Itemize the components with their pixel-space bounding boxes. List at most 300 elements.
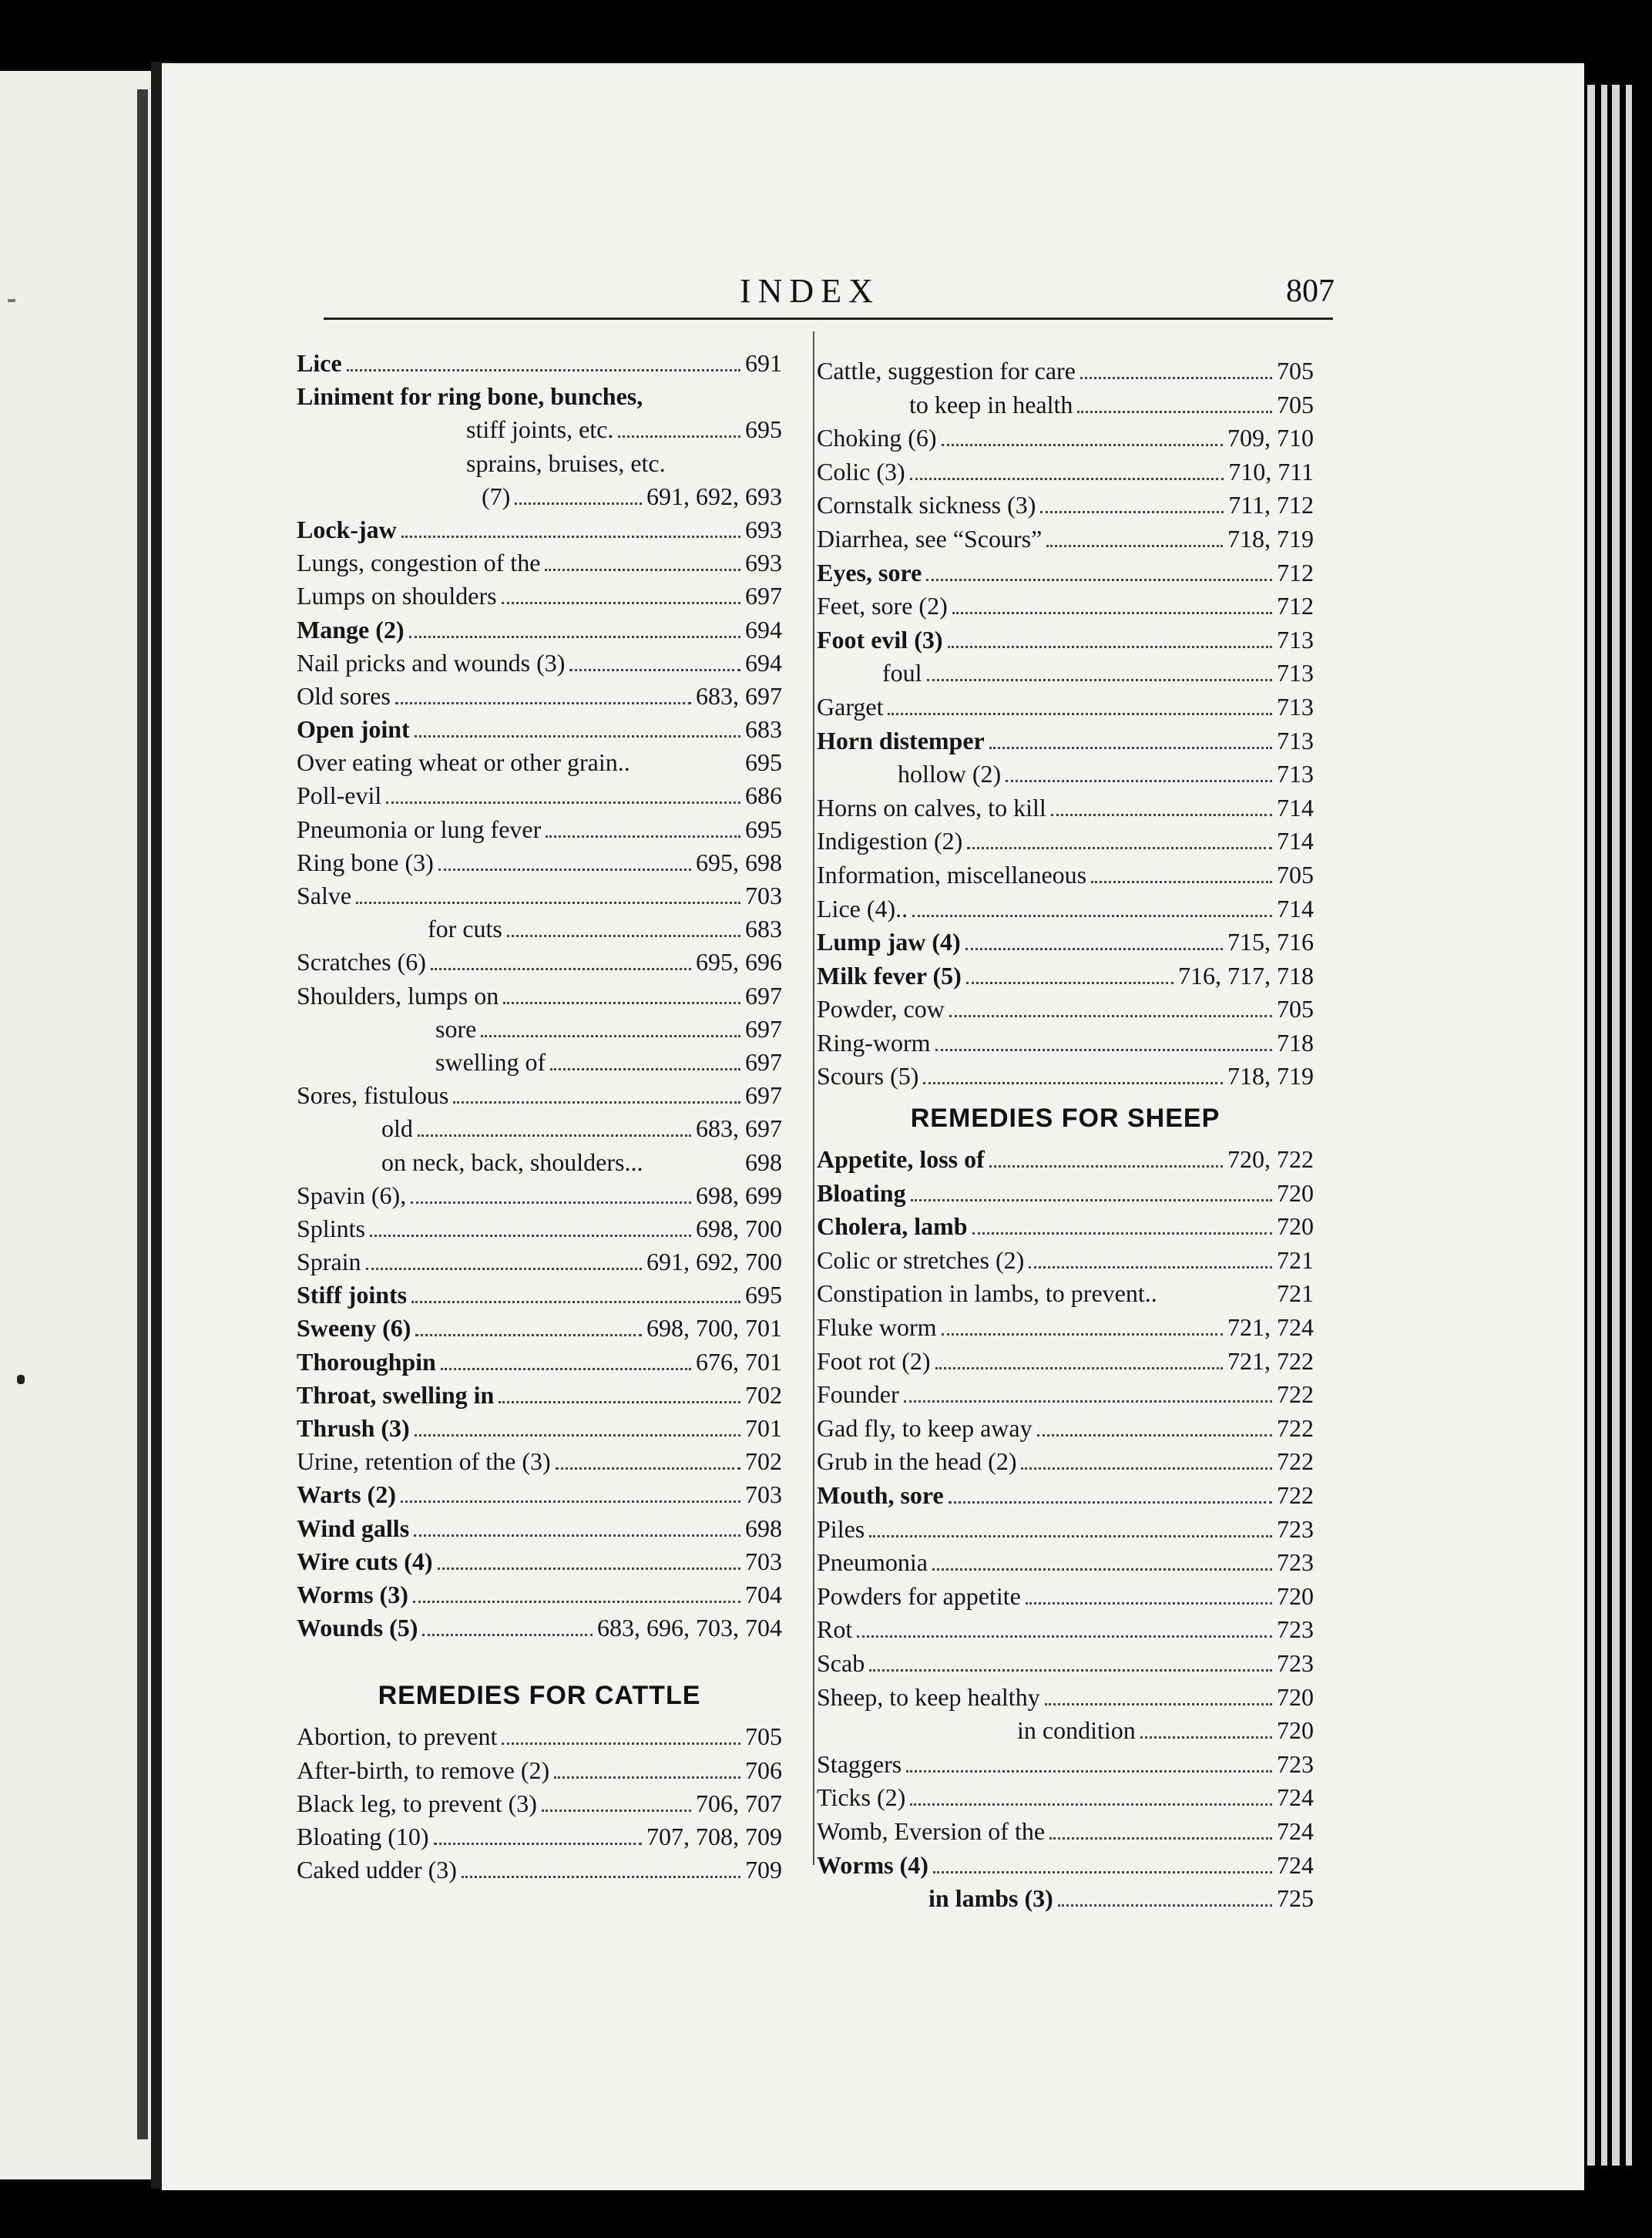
- index-entry: [817, 993, 1314, 1027]
- entry-pages: 712: [1277, 592, 1314, 620]
- dot-leader: [1080, 377, 1272, 379]
- entry-term: Nail pricks and wounds (3): [297, 648, 566, 677]
- index-entry: [297, 813, 782, 846]
- entry-term: Sweeny (6): [297, 1314, 411, 1342]
- page-edge: [1612, 85, 1620, 2166]
- page-number: 807: [1286, 274, 1335, 309]
- index-entry: [817, 1681, 1314, 1715]
- entry-pages: 695: [745, 415, 782, 444]
- dot-leader: [869, 1535, 1272, 1537]
- entry-term: Worms (4): [817, 1850, 928, 1879]
- index-entry: [297, 746, 782, 779]
- entry-term: Sores, fistulous: [297, 1081, 449, 1110]
- index-entry: [817, 859, 1314, 892]
- entry-term: Powder, cow: [817, 995, 945, 1023]
- index-entry: [297, 580, 782, 613]
- index-entry: [297, 713, 782, 746]
- index-entry: [817, 657, 1314, 691]
- entry-pages: 695: [745, 815, 782, 843]
- index-entry: [817, 388, 1314, 422]
- entry-pages: 720: [1277, 1581, 1314, 1610]
- dot-leader: [949, 1501, 1272, 1504]
- dot-leader: [550, 1068, 740, 1070]
- index-entry: [297, 879, 782, 912]
- entry-pages: 721, 724: [1227, 1313, 1314, 1342]
- entry-term: Abortion, to prevent: [297, 1722, 498, 1751]
- dot-leader: [949, 1015, 1272, 1017]
- index-entry: [297, 1013, 782, 1046]
- index-entry: [817, 1882, 1314, 1916]
- entry-term: Fluke worm: [817, 1313, 937, 1342]
- facing-page-speck: [17, 1375, 25, 1384]
- index-entry: [817, 691, 1314, 724]
- index-entry: [817, 724, 1314, 758]
- entry-pages: 714: [1277, 894, 1314, 922]
- dot-leader: [935, 1049, 1272, 1051]
- entry-pages: 720: [1277, 1178, 1314, 1207]
- entry-term: in lambs (3): [928, 1884, 1053, 1913]
- entry-pages: 721, 722: [1227, 1346, 1314, 1375]
- entry-term: Powders for appetite: [817, 1581, 1021, 1610]
- index-entry: [297, 1478, 782, 1511]
- entry-pages: 702: [745, 1380, 782, 1409]
- dot-leader: [1051, 814, 1272, 816]
- entry-pages: 720: [1277, 1682, 1314, 1711]
- entry-pages: 722: [1277, 1380, 1314, 1409]
- index-entry: [297, 1445, 782, 1478]
- index-entry: [297, 779, 782, 812]
- entry-pages: 716, 717, 718: [1178, 961, 1314, 990]
- dot-leader: [401, 1500, 740, 1503]
- index-entry: [297, 1379, 782, 1412]
- entry-pages: 713: [1277, 625, 1314, 654]
- entry-pages: 698: [745, 1148, 782, 1176]
- entry-pages: 710, 711: [1228, 457, 1314, 486]
- dot-leader: [515, 502, 642, 505]
- index-entry: [297, 1787, 782, 1820]
- entry-term: Caked udder (3): [297, 1856, 457, 1884]
- index-entry: [817, 926, 1314, 959]
- dot-leader: [932, 1568, 1272, 1571]
- index-entry: [817, 1613, 1314, 1647]
- entry-term: Worms (3): [297, 1580, 408, 1608]
- dot-leader: [366, 1268, 642, 1270]
- dot-leader: [888, 713, 1272, 715]
- entry-pages: 713: [1277, 692, 1314, 721]
- dot-leader: [502, 1742, 740, 1745]
- dot-leader: [912, 915, 1272, 917]
- entry-pages: 694: [745, 615, 782, 644]
- index-column-right: [817, 355, 1314, 1916]
- index-entry: [817, 1060, 1314, 1094]
- entry-pages: 713: [1277, 659, 1314, 687]
- entry-term: for cuts: [428, 915, 502, 943]
- entry-pages: 720: [1277, 1716, 1314, 1745]
- dot-leader: [438, 869, 691, 871]
- column-divider: [813, 331, 814, 1865]
- entry-pages: 706, 707: [696, 1789, 782, 1817]
- index-entry: [817, 892, 1314, 926]
- entry-term: Stiff joints: [297, 1281, 408, 1309]
- entry-pages: 714: [1277, 827, 1314, 855]
- entry-pages: 721: [1277, 1245, 1314, 1274]
- index-entry: [297, 613, 782, 647]
- dot-leader: [935, 1367, 1223, 1369]
- entry-pages: 723: [1277, 1749, 1314, 1778]
- index-column-left: [297, 347, 782, 1887]
- entry-pages: 706: [745, 1756, 782, 1784]
- entry-pages: 703: [745, 882, 782, 909]
- index-entry: [297, 380, 782, 413]
- entry-term: old: [381, 1114, 413, 1143]
- entry-term: Old sores: [297, 681, 391, 710]
- entry-pages: 694: [745, 648, 782, 677]
- entry-term: Mange (2): [297, 615, 405, 644]
- entry-pages: 724: [1277, 1816, 1314, 1845]
- index-entry: [817, 590, 1314, 623]
- dot-leader: [952, 612, 1272, 614]
- entry-pages: 691, 692, 693: [646, 482, 782, 510]
- index-entry: [817, 1210, 1314, 1244]
- dot-leader: [967, 847, 1272, 849]
- entry-term: Staggers: [817, 1749, 902, 1778]
- index-entry: [297, 347, 782, 380]
- dot-leader: [401, 536, 740, 538]
- entry-term: to keep in health: [909, 390, 1073, 418]
- dot-leader: [431, 968, 691, 970]
- index-entry: [297, 1720, 782, 1753]
- index-entry: [297, 1279, 782, 1312]
- entry-pages: 723: [1277, 1615, 1314, 1644]
- entry-pages: 701: [745, 1414, 782, 1442]
- index-entry: [297, 1079, 782, 1112]
- entry-pages: 683, 697: [696, 681, 782, 710]
- entry-pages: 712: [1277, 558, 1314, 586]
- index-entry: [297, 1853, 782, 1887]
- entry-pages: 695: [745, 748, 782, 777]
- entry-pages: 697: [745, 1047, 782, 1076]
- entry-term: Feet, sore (2): [817, 592, 948, 620]
- entry-pages: 683, 696, 703, 704: [597, 1614, 782, 1642]
- entry-term: Garget: [817, 692, 884, 721]
- dot-leader: [545, 569, 740, 571]
- index-entry: [817, 556, 1314, 590]
- entry-pages: 697: [745, 981, 782, 1010]
- entry-pages: 704: [745, 1580, 782, 1608]
- entry-pages: 698, 700: [696, 1214, 782, 1242]
- dot-leader: [409, 636, 740, 638]
- index-entry: [297, 1212, 782, 1245]
- entry-term: Constipation in lambs, to prevent..: [817, 1279, 1157, 1308]
- index-entry: [297, 946, 782, 979]
- dot-leader: [415, 735, 740, 738]
- entry-term: Lump jaw (4): [817, 928, 961, 956]
- index-entry: [817, 1815, 1314, 1849]
- entry-pages: 722: [1277, 1447, 1314, 1476]
- dot-leader: [989, 747, 1272, 749]
- index-entry: [297, 1412, 782, 1445]
- entry-term: Choking (6): [817, 424, 937, 452]
- index-entry: [817, 623, 1314, 657]
- entry-term: in condition: [1017, 1716, 1136, 1745]
- dot-leader: [386, 801, 740, 804]
- entry-term: Salve: [297, 882, 352, 909]
- entry-term: Bloating: [817, 1178, 906, 1207]
- entry-term: Appetite, loss of: [817, 1145, 985, 1174]
- dot-leader: [542, 1810, 691, 1812]
- entry-pages: 695: [745, 1281, 782, 1309]
- index-entry: [817, 758, 1314, 791]
- entry-pages: 709, 710: [1227, 424, 1314, 452]
- entry-pages: 691, 692, 700: [646, 1248, 782, 1276]
- dot-leader: [347, 369, 740, 371]
- entry-term: Milk fever (5): [817, 961, 962, 990]
- dot-leader: [1046, 545, 1223, 547]
- entry-term: Cornstalk sickness (3): [817, 491, 1036, 519]
- dot-leader: [948, 646, 1273, 648]
- dot-leader: [569, 669, 740, 671]
- entry-term: Wire cuts (4): [297, 1547, 433, 1575]
- entry-term: Throat, swelling in: [297, 1380, 495, 1409]
- entry-pages: 714: [1277, 793, 1314, 822]
- index-entry: [817, 1277, 1314, 1311]
- entry-pages: 705: [1277, 390, 1314, 418]
- entry-pages: 723: [1277, 1648, 1314, 1677]
- entry-term: Liniment for ring bone, bunches,: [297, 382, 643, 411]
- entry-pages: 724: [1277, 1783, 1314, 1812]
- entry-term: Mouth, sore: [817, 1481, 944, 1509]
- dot-leader: [857, 1635, 1272, 1638]
- dot-leader: [1091, 881, 1272, 883]
- entry-pages: 683: [745, 715, 782, 744]
- dot-leader: [411, 1301, 740, 1303]
- entry-term: Warts (2): [297, 1480, 396, 1509]
- index-entry: [817, 523, 1314, 556]
- dot-leader: [411, 1201, 691, 1204]
- dot-leader: [441, 1368, 691, 1370]
- entry-term: Colic or stretches (2): [817, 1245, 1025, 1274]
- dot-leader: [923, 1082, 1223, 1084]
- index-entry: [817, 1580, 1314, 1614]
- dot-leader: [942, 444, 1223, 446]
- entry-term: stiff joints, etc.: [466, 415, 614, 444]
- dot-leader: [647, 1168, 740, 1171]
- entry-pages: 713: [1277, 760, 1314, 788]
- dot-leader: [926, 579, 1272, 581]
- dot-leader: [869, 1669, 1272, 1672]
- entry-pages: 723: [1277, 1514, 1314, 1543]
- entry-term: Grub in the head (2): [817, 1447, 1017, 1476]
- entry-pages: 695, 698: [696, 848, 782, 876]
- entry-term: Foot rot (2): [817, 1346, 931, 1375]
- index-entry: [817, 422, 1314, 455]
- entry-term: Scab: [817, 1648, 865, 1677]
- index-entry: [297, 1112, 782, 1145]
- entry-pages: 705: [1277, 995, 1314, 1023]
- dot-leader: [418, 1134, 691, 1137]
- entry-term: Rot: [817, 1615, 853, 1644]
- index-entry: [297, 546, 782, 580]
- index-entry: [817, 1748, 1314, 1782]
- index-entry: [817, 1244, 1314, 1278]
- dot-leader: [1162, 1299, 1272, 1302]
- dot-leader: [502, 602, 740, 604]
- index-entry: [817, 1311, 1314, 1345]
- dot-leader: [395, 702, 691, 704]
- dot-leader: [415, 1434, 740, 1437]
- dot-leader: [1006, 780, 1272, 782]
- dot-leader: [1049, 1837, 1272, 1840]
- index-entry: [297, 1512, 782, 1545]
- entry-pages: 707, 708, 709: [646, 1822, 782, 1850]
- dot-leader: [1037, 1434, 1272, 1437]
- page-edge: [1587, 85, 1595, 2166]
- dot-leader: [414, 1534, 740, 1537]
- entry-term: Lumps on shoulders: [297, 582, 497, 610]
- index-entry: [817, 1378, 1314, 1412]
- index-entry: [817, 1479, 1314, 1513]
- index-entry: [297, 980, 782, 1013]
- dot-leader: [966, 982, 1174, 984]
- index-entry: [297, 846, 782, 879]
- dot-leader: [965, 948, 1223, 950]
- entry-term: Poll-evil: [297, 781, 382, 810]
- entry-pages: 722: [1277, 1413, 1314, 1442]
- dot-leader: [438, 1568, 740, 1570]
- index-entry: [297, 1312, 782, 1345]
- dot-leader: [556, 1467, 740, 1470]
- dot-leader: [904, 1400, 1272, 1403]
- entry-term: Lice (4)..: [817, 894, 908, 922]
- entry-term: Cholera, lamb: [817, 1212, 968, 1241]
- entry-term: Colic (3): [817, 457, 905, 486]
- entry-pages: 703: [745, 1547, 782, 1575]
- entry-pages: 711, 712: [1228, 491, 1314, 519]
- entry-term: Indigestion (2): [817, 827, 963, 855]
- entry-pages: 698: [745, 1514, 782, 1542]
- entry-pages: 697: [745, 582, 782, 610]
- index-entry: [297, 647, 782, 680]
- entry-pages: 718: [1277, 1028, 1314, 1057]
- dot-leader: [618, 435, 740, 438]
- entry-pages: 693: [745, 515, 782, 543]
- dot-leader: [927, 679, 1272, 681]
- entry-pages: 715, 716: [1227, 928, 1314, 956]
- section-heading: REMEDIES FOR SHEEP: [910, 1104, 1221, 1134]
- entry-term: Horns on calves, to kill: [817, 793, 1046, 822]
- index-entry: [297, 1820, 782, 1853]
- entry-pages: 718, 719: [1227, 1062, 1314, 1090]
- index-entry: [297, 1578, 782, 1611]
- entry-pages: 721: [1277, 1279, 1314, 1308]
- entry-term: sprains, bruises, etc.: [466, 449, 666, 477]
- section-heading: REMEDIES FOR CATTLE: [378, 1681, 701, 1711]
- index-entry: [297, 1346, 782, 1379]
- index-entry: [297, 480, 782, 513]
- entry-pages: 705: [1277, 357, 1314, 385]
- entry-pages: 695, 696: [696, 948, 782, 976]
- facing-page-mark: [8, 299, 15, 302]
- entry-term: Spavin (6),: [297, 1181, 407, 1209]
- index-entry: [817, 1177, 1314, 1211]
- dot-leader: [481, 1035, 740, 1037]
- entry-term: Ticks (2): [817, 1783, 906, 1812]
- index-entry: [817, 455, 1314, 489]
- entry-pages: 691: [745, 349, 782, 377]
- index-entry: [817, 825, 1314, 859]
- entry-term: Lock-jaw: [297, 515, 397, 543]
- index-entry: [297, 1146, 782, 1179]
- index-entry: [297, 1046, 782, 1079]
- entry-term: After-birth, to remove (2): [297, 1756, 550, 1784]
- dot-leader: [415, 1334, 642, 1336]
- dot-leader: [462, 1876, 740, 1878]
- index-entry: [817, 1647, 1314, 1681]
- entry-term: Urine, retention of the (3): [297, 1447, 551, 1476]
- dot-leader: [906, 1770, 1272, 1773]
- dot-leader: [1058, 1904, 1272, 1907]
- index-entry: [297, 680, 782, 713]
- dot-leader: [942, 1333, 1223, 1336]
- dot-leader: [453, 1101, 740, 1104]
- index-entry: [817, 1546, 1314, 1580]
- entry-term: sore: [435, 1014, 477, 1043]
- entry-term: Horn distemper: [817, 726, 985, 754]
- dot-leader: [507, 935, 740, 937]
- entry-term: Sprain: [297, 1248, 361, 1276]
- entry-term: Gad fly, to keep away: [817, 1413, 1032, 1442]
- dot-leader: [989, 1165, 1223, 1168]
- index-entry: [297, 1545, 782, 1578]
- facing-page-binding-shadow: [137, 89, 148, 2139]
- entry-pages: 705: [745, 1722, 782, 1751]
- entry-term: on neck, back, shoulders...: [381, 1148, 643, 1176]
- index-entry: [817, 1781, 1314, 1815]
- entry-term: Bloating (10): [297, 1822, 429, 1850]
- entry-term: Shoulders, lumps on: [297, 981, 499, 1010]
- dot-leader: [972, 1232, 1272, 1235]
- entry-pages: 720, 722: [1227, 1145, 1314, 1174]
- entry-pages: 720: [1277, 1212, 1314, 1241]
- dot-leader: [910, 478, 1224, 480]
- index-entry: [817, 1513, 1314, 1547]
- entry-term: Ring bone (3): [297, 848, 434, 876]
- page-edge: [1601, 85, 1607, 2166]
- entry-term: Lice: [297, 349, 342, 377]
- entry-term: Founder: [817, 1380, 899, 1409]
- entry-term: Information, miscellaneous: [817, 860, 1087, 889]
- index-entry: [817, 1345, 1314, 1379]
- dot-leader: [1040, 511, 1224, 513]
- entry-term: foul: [882, 659, 922, 687]
- page-edge: [1626, 85, 1632, 2166]
- entry-term: Cattle, suggestion for care: [817, 357, 1076, 385]
- entry-term: Wind galls: [297, 1514, 410, 1542]
- entry-term: Eyes, sore: [817, 558, 922, 586]
- index-entry: [297, 447, 782, 480]
- index-entry: [297, 1179, 782, 1212]
- entry-term: hollow (2): [898, 760, 1002, 788]
- entry-pages: 683, 697: [696, 1114, 782, 1143]
- entry-pages: 709: [745, 1856, 782, 1884]
- index-entry: [817, 1027, 1314, 1060]
- dot-leader: [503, 1002, 740, 1004]
- entry-term: Pneumonia: [817, 1548, 928, 1577]
- dot-leader: [499, 1401, 740, 1403]
- entry-term: Ring-worm: [817, 1028, 931, 1057]
- entry-term: Splints: [297, 1214, 365, 1242]
- entry-pages: 705: [1277, 860, 1314, 889]
